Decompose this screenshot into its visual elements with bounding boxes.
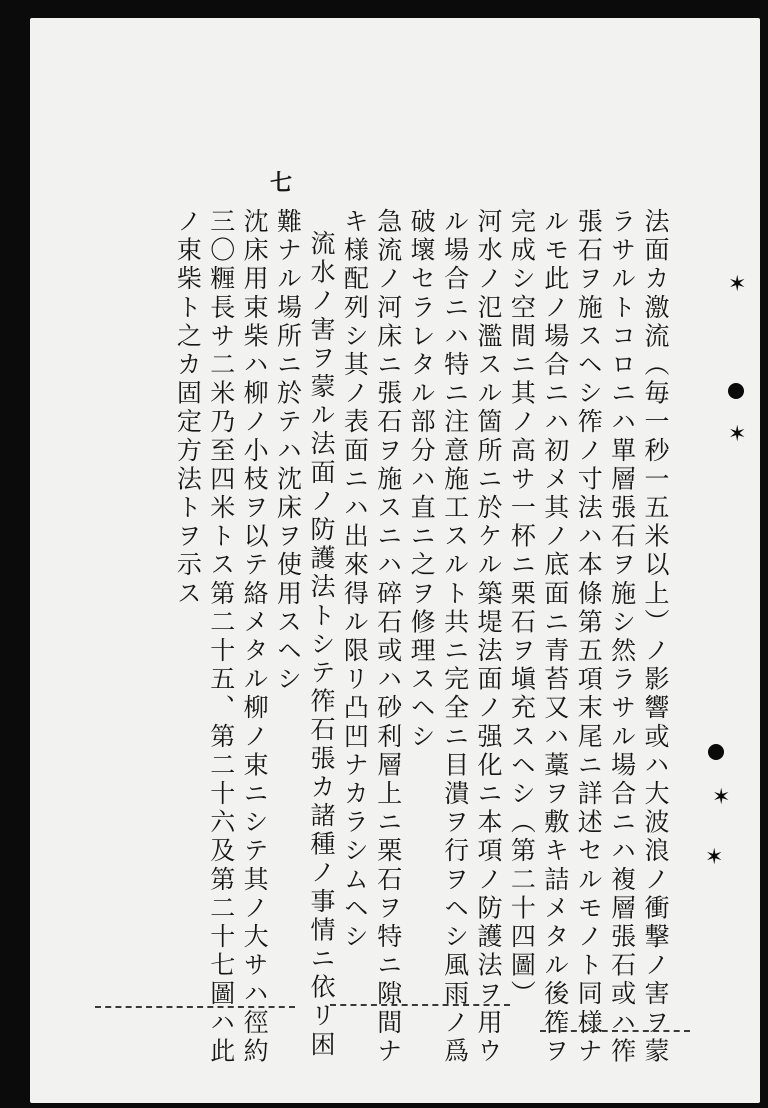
text-column: 河水ノ氾濫スル箇所ニ於ケル築堤法面ノ强化ニ本項ノ防護法ヲ用ウ bbox=[473, 208, 503, 1066]
scan-mark-icon: ✶ bbox=[712, 785, 731, 810]
scan-rule-line bbox=[95, 1006, 295, 1008]
text-column: 三〇糎長サ二米乃至四米トス第二十五、第二十六及第二十七圖ハ此 bbox=[206, 208, 236, 1066]
text-column: ル場合ニハ特ニ注意施工スルト共ニ完全ニ目潰ヲ行ヲヘシ風雨ノ爲 bbox=[440, 208, 470, 1066]
text-column: 法面カ激流（毎一秒一五米以上）ノ影響或ハ大波浪ノ衝撃ノ害ヲ蒙 bbox=[641, 208, 670, 1066]
scan-rule-line bbox=[540, 1030, 690, 1032]
text-column: 急流ノ河床ニ張石ヲ施スニハ碎石或ハ砂利層上ニ栗石ヲ特ニ隙間ナ bbox=[373, 208, 403, 1066]
scan-mark-icon: ✶ bbox=[705, 845, 724, 870]
text-column: ルモ此ノ場合ニハ初メ其ノ底面ニ青苔又ハ藁ヲ敷キ詰メタル後筰ヲ bbox=[540, 208, 570, 1066]
body-text bbox=[112, 208, 672, 1066]
page-number: 七 bbox=[270, 170, 295, 196]
text-column: 破壞セラレタル部分ハ直ニ之ヲ修理スヘシ bbox=[407, 208, 437, 752]
binding-hole-dot bbox=[708, 744, 724, 760]
scan-border bbox=[0, 0, 30, 1108]
scan-mark-icon: ✶ bbox=[728, 422, 747, 447]
scan-rule-line bbox=[330, 1004, 510, 1006]
text-column: キ様配列シ其ノ表面ニハ出來得ル限リ凸凹ナカラシムヘシ bbox=[340, 208, 370, 952]
text-column: 難ナル場所ニ於テハ沈床ヲ使用スヘシ bbox=[273, 208, 303, 695]
text-column: ラサルトコロニハ單層張石ヲ施シ然ラサル場合ニハ複層張石或ハ筰 bbox=[607, 208, 637, 1066]
text-column: 完成シ空間ニ其ノ高サ一杯ニ栗石ヲ塡充スヘシ（第二十四圖） bbox=[507, 208, 537, 1009]
text-column: 流水ノ害ヲ蒙ル法面ノ防護法トシテ筰石張カ諸種ノ事情ニ依リ困 bbox=[306, 230, 336, 1060]
binding-hole-dot bbox=[728, 383, 744, 399]
text-column: ノ束柴ト之カ固定方法トヲ示ス bbox=[173, 208, 203, 609]
text-column: 張石ヲ施スヘシ筰ノ寸法ハ本條第五項末尾ニ詳述セルモノト同様ナ bbox=[574, 208, 604, 1066]
scan-mark-icon: ✶ bbox=[728, 272, 747, 297]
text-column: 沈床用束柴ハ柳ノ小枝ヲ以テ絡メタル柳ノ束ニシテ其ノ大サハ徑約 bbox=[240, 208, 270, 1066]
